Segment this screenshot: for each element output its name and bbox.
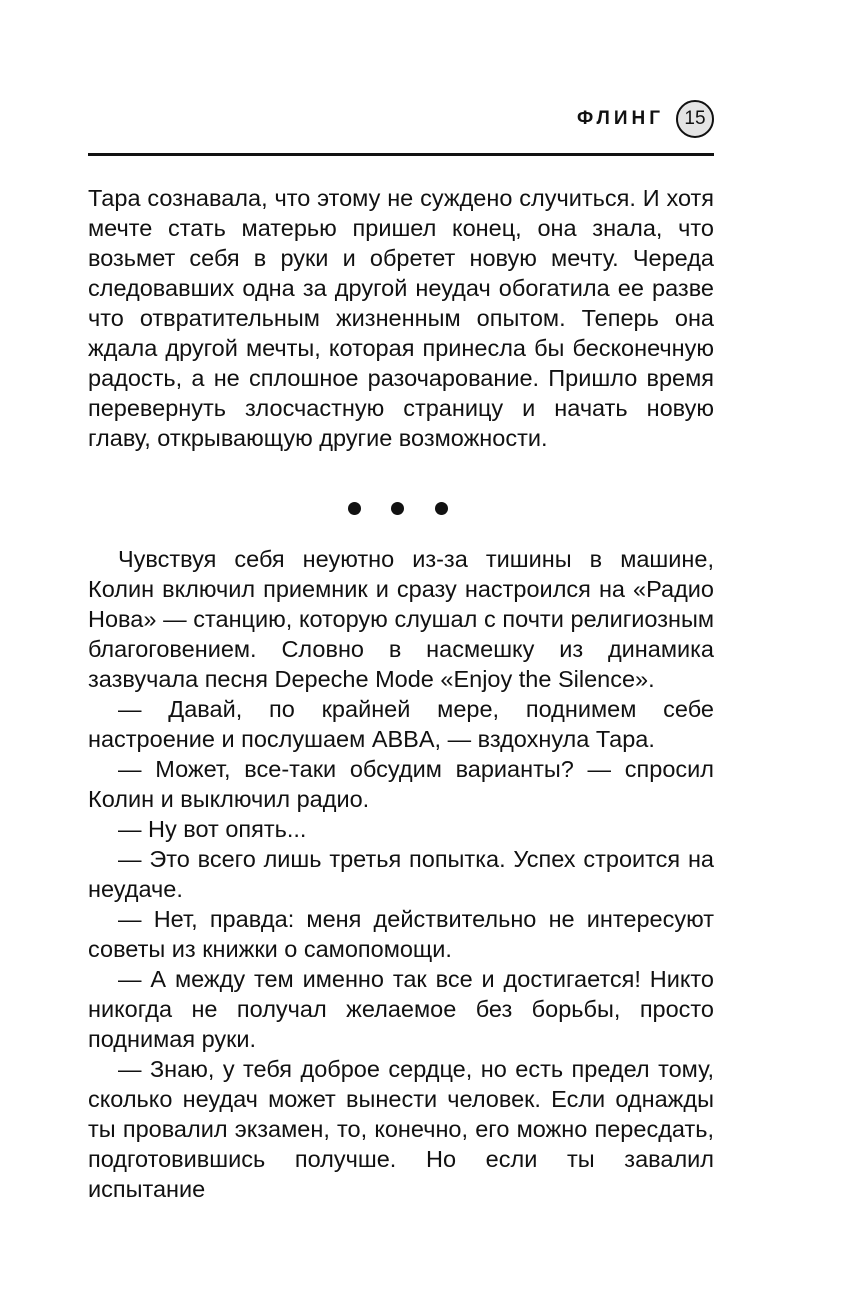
text-block-bottom xyxy=(88,544,714,1204)
dialogue-line: — Нет, правда: меня действительно не интересуют советы из книжки о самопомощи. xyxy=(88,906,714,962)
dialogue-line: — А между тем именно так все и достигается! Никто никогда не получал желаемое без борьбы, просто поднимая руки. xyxy=(88,966,714,1052)
dialogue-line: — Знаю, у тебя доброе сердце, но есть предел тому, сколько неудач может вынести человек. Если однажды ты провалил экзамен, то, конечно, его можно пересдать, подготовившись получше. Но если ты завалил испытание xyxy=(88,1056,714,1202)
paragraph: Тара сознавала, что этому не суждено случиться. И хотя мечте стать матерью пришел конец, она знала, что возьмет себя в руки и обретет новую мечту. Череда следовавших одна за другой неудач обогатила ее разве что отвратительным жизненным опытом. Теперь она ждала другой мечты, которая принесла бы бесконечную радость, а не сплошное разочарование. Пришло время перевернуть злосчастную страницу и начать новую главу, открывающую другие возможности. xyxy=(88,185,714,451)
dot-icon xyxy=(348,502,361,515)
page-number: 15 xyxy=(676,100,714,138)
dot-icon xyxy=(435,502,448,515)
dot-icon xyxy=(391,502,404,515)
dialogue-line: — Это всего лишь третья попытка. Успех строится на неудаче. xyxy=(88,846,714,902)
text-block-top xyxy=(88,183,714,453)
running-title: ФЛИНГ xyxy=(577,108,664,129)
dialogue-line: — Давай, по крайней мере, поднимем себе настроение и послушаем ABBA, — вздохнула Тара. xyxy=(88,696,714,752)
section-break-dots xyxy=(348,502,450,518)
header-rule xyxy=(88,153,714,156)
page-header xyxy=(88,98,714,142)
paragraph: Чувствуя себя неуютно из-за тишины в машине, Колин включил приемник и сразу настроился на «Радио Нова» — станцию, которую слушал с почти религиозным благоговением. Словно в насмешку из динамика зазвучала песня Depeche Mode «Enjoy the Silence». xyxy=(88,546,714,692)
dialogue-line: — Может, все-таки обсудим варианты? — спросил Колин и выключил радио. xyxy=(88,756,714,812)
dialogue-line: — Ну вот опять... xyxy=(118,816,307,842)
